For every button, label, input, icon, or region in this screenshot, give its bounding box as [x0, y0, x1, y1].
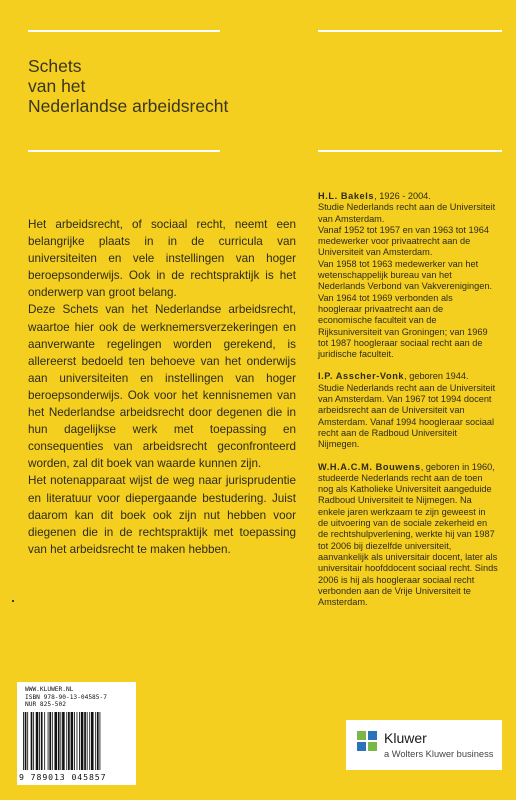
- blurb: [28, 216, 296, 558]
- mid-rule-right: [318, 150, 502, 152]
- kluwer-globe-icon: [356, 730, 378, 752]
- blurb-paragraph-2: Deze Schets van het Nederlandse arbeidsrecht, waartoe hier ook de werknemersverzekeringen en aanverwante regelingen worden gerekend, is allereerst bedoeld ten behoeve van het onderwijs aan universiteiten en instellingen van hoger beroepsonderwijs. Ook voor het kennisnemen van het Nederlandse arbeidsrecht door degenen die in hun dagelijkse werk met toepassing en consequenties van arbeidsrecht geconfronteerd worden, zal dit boek van waarde kunnen zijn.: [28, 303, 296, 471]
- bio-bakels: [318, 191, 498, 360]
- bio-line: Studie Nederlands recht aan de Universiteit van Amsterdam.: [318, 202, 496, 224]
- top-rule-left: [28, 30, 220, 32]
- publisher-logo: [346, 720, 502, 770]
- bio-line: Vanaf 1952 tot 1957 en van 1963 tot 1964 medewerker voor privaatrecht aan de Universiteit van Amsterdam.: [318, 224, 489, 258]
- author-bios: [318, 191, 498, 619]
- top-rule-right: [318, 30, 502, 32]
- bio-text: , geboren in 1960, studeerde Nederlands recht aan de toen nog als Katholieke Universiteit aangeduide Radboud Universiteit te Nijmegen. Na enkele jaren werkzaam te zijn geweest in de uitvoering van de sociale zekerheid en de rechtshulpverlening, werkte hij van 1987 tot 2006 bij diezelfde universiteit, aanvankelijk als universitair docent, later als universitair hoofddocent sociaal recht. Sinds 2006 is hij als hoogleraar sociaal recht verbonden aan de Vrije Universiteit te Amsterdam.: [318, 461, 498, 608]
- title-line-3: Nederlandse arbeidsrecht: [28, 96, 229, 116]
- author-name: W.H.A.C.M. Bouwens: [318, 461, 421, 472]
- mid-rule-left: [28, 150, 220, 152]
- isbn-label: ISBN 978-90-13-04585-7: [25, 693, 107, 701]
- author-name: I.P. Asscher-Vonk: [318, 371, 405, 382]
- barcode-icon: [21, 712, 133, 772]
- barcode-panel: [17, 682, 136, 785]
- blurb-paragraph-1: Het arbeidsrecht, of sociaal recht, neemt een belangrijke plaats in in de curricula van universiteiten en vele instellingen van hoger beroepsonderwijs. Ook in de rechtspraktijk is het onderwerp van groot belang.: [28, 218, 296, 300]
- bio-line: Studie Nederlands recht aan de Universiteit van Amsterdam. Van 1967 tot 1994 docent arbeidsrecht aan de Universiteit van Amsterdam. Vanaf 1994 hoogleraar sociaal recht aan de Radboud Universiteit Nijmegen.: [318, 382, 496, 450]
- author-meta: , geboren 1944.: [404, 371, 469, 382]
- author-name: H.L. Bakels: [318, 191, 375, 201]
- book-title: [28, 56, 328, 116]
- blurb-paragraph-3: Het notenapparaat wijst de weg naar jurisprudentie en literatuur voor diepergaande bestudering. Juist daarom kan dit boek ook zijn nut hebben voor diegenen die in de rechtspraktijk met toepassing van het arbeidsrecht te maken hebben.: [28, 474, 296, 556]
- publisher-url: WWW.KLUWER.NL: [25, 686, 74, 693]
- title-line-2: van het: [28, 76, 86, 96]
- bio-line: Van 1964 tot 1969 verbonden als hoogleraar privaatrecht aan de economische faculteit van de Rijksuniversiteit van Groningen; van 1969 tot 1987 hoogleraar sociaal recht aan de juridische faculteit.: [318, 292, 488, 360]
- barcode-number: 9 789013 045857: [19, 772, 107, 782]
- bio-line: Van 1958 tot 1963 medewerker van het wetenschappelijk bureau van het Nederlands Verbond van Vakverenigingen.: [318, 258, 493, 292]
- nur-label: NUR 825-502: [25, 701, 66, 709]
- stray-dot: [12, 600, 14, 602]
- bio-bouwens: [318, 462, 498, 609]
- logo-brand: Kluwer: [384, 730, 427, 746]
- bio-asscher: [318, 371, 498, 450]
- author-meta: , 1926 - 2004.: [374, 191, 431, 201]
- logo-tagline: a Wolters Kluwer business: [384, 749, 494, 759]
- title-line-1: Schets: [28, 56, 82, 76]
